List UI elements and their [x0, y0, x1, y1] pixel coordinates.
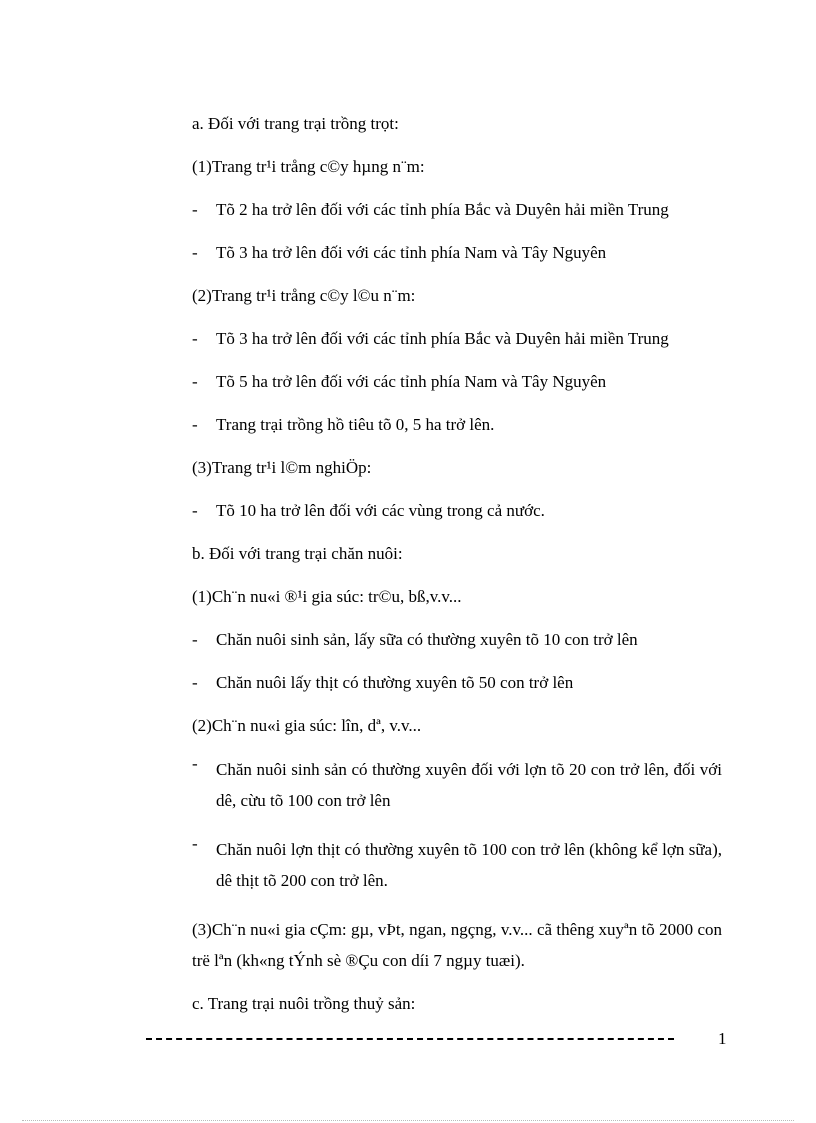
list-item-text: Chăn nuôi sinh sản có thường xuyên đối với lợn tõ 20 con trở lên, đối với dê, cừu tõ 100 con trở lên	[216, 760, 722, 810]
bullet-dash: -	[192, 243, 198, 262]
heading-forestry: (3)Trang tr¹i l©m nghiÖp:	[192, 458, 372, 477]
list-item-text: Tõ 3 ha trở lên đối với các tỉnh phía Nam và Tây Nguyên	[216, 243, 607, 262]
footer-dashed-rule	[146, 1038, 674, 1040]
list-item-text: Chăn nuôi lấy thịt có thường xuyên tõ 50 con trở lên	[216, 673, 574, 692]
list-item	[192, 673, 722, 693]
bullet-dash: -	[192, 329, 198, 348]
document-body	[192, 114, 722, 1037]
bullet-dash: -	[192, 372, 198, 391]
list-item-text: Trang trại trồng hồ tiêu tõ 0, 5 ha trở lên.	[216, 415, 495, 434]
bullet-dash: -	[192, 415, 198, 434]
heading-perennial-crops: (2)Trang tr¹i trång c©y l©u n¨m:	[192, 286, 416, 305]
bullet-dash: -	[192, 501, 198, 520]
paragraph-poultry: (3)Ch¨n nu«i gia cÇm: gµ, vÞt, ngan, ngçng, v.v... cã thêng xuyªn tõ 2000 con trë lªn (kh«ng tÝnh sè ®Çu con díi 7 ngµy tuæi).	[192, 920, 722, 970]
bullet-dash: -	[192, 630, 198, 649]
list-item	[192, 834, 722, 896]
list-item	[192, 372, 722, 392]
list-item	[192, 415, 722, 435]
heading-large-livestock: (1)Ch¨n nu«i ®¹i gia súc: tr©u, bß,v.v...	[192, 587, 462, 606]
list-item-text: Chăn nuôi sinh sản, lấy sữa có thường xuyên tõ 10 con trở lên	[216, 630, 638, 649]
list-item	[192, 630, 722, 650]
bullet-dash: -	[192, 754, 198, 773]
list-item	[192, 329, 722, 349]
bullet-dash: -	[192, 200, 198, 219]
list-item	[192, 200, 722, 220]
page-bottom-border	[22, 1120, 794, 1121]
heading-crops: a. Đối với trang trại trồng trọt:	[192, 114, 399, 133]
list-item-text: Chăn nuôi lợn thịt có thường xuyên tõ 100 con trở lên (không kể lợn sữa), dê thịt tõ 200 con trở lên.	[216, 840, 722, 890]
heading-small-livestock: (2)Ch¨n nu«i gia súc: lîn, dª, v.v...	[192, 716, 422, 735]
list-item	[192, 754, 722, 816]
heading-annual-crops: (1)Trang tr¹i trång c©y hµng n¨m:	[192, 157, 425, 176]
list-item-text: Tõ 2 ha trở lên đối với các tỉnh phía Bắc và Duyên hải miền Trung	[216, 200, 669, 219]
list-item-text: Tõ 10 ha trở lên đối với các vùng trong cả nước.	[216, 501, 545, 520]
list-item-text: Tõ 5 ha trở lên đối với các tỉnh phía Nam và Tây Nguyên	[216, 372, 607, 391]
list-item	[192, 243, 722, 263]
bullet-dash: -	[192, 673, 198, 692]
heading-aquaculture: c. Trang trại nuôi trồng thuỷ sản:	[192, 994, 416, 1013]
page-number: 1	[718, 1029, 727, 1048]
bullet-dash: -	[192, 834, 198, 853]
heading-livestock: b. Đối với trang trại chăn nuôi:	[192, 544, 403, 563]
list-item-text: Tõ 3 ha trở lên đối với các tỉnh phía Bắc và Duyên hải miền Trung	[216, 329, 669, 348]
list-item	[192, 501, 722, 521]
